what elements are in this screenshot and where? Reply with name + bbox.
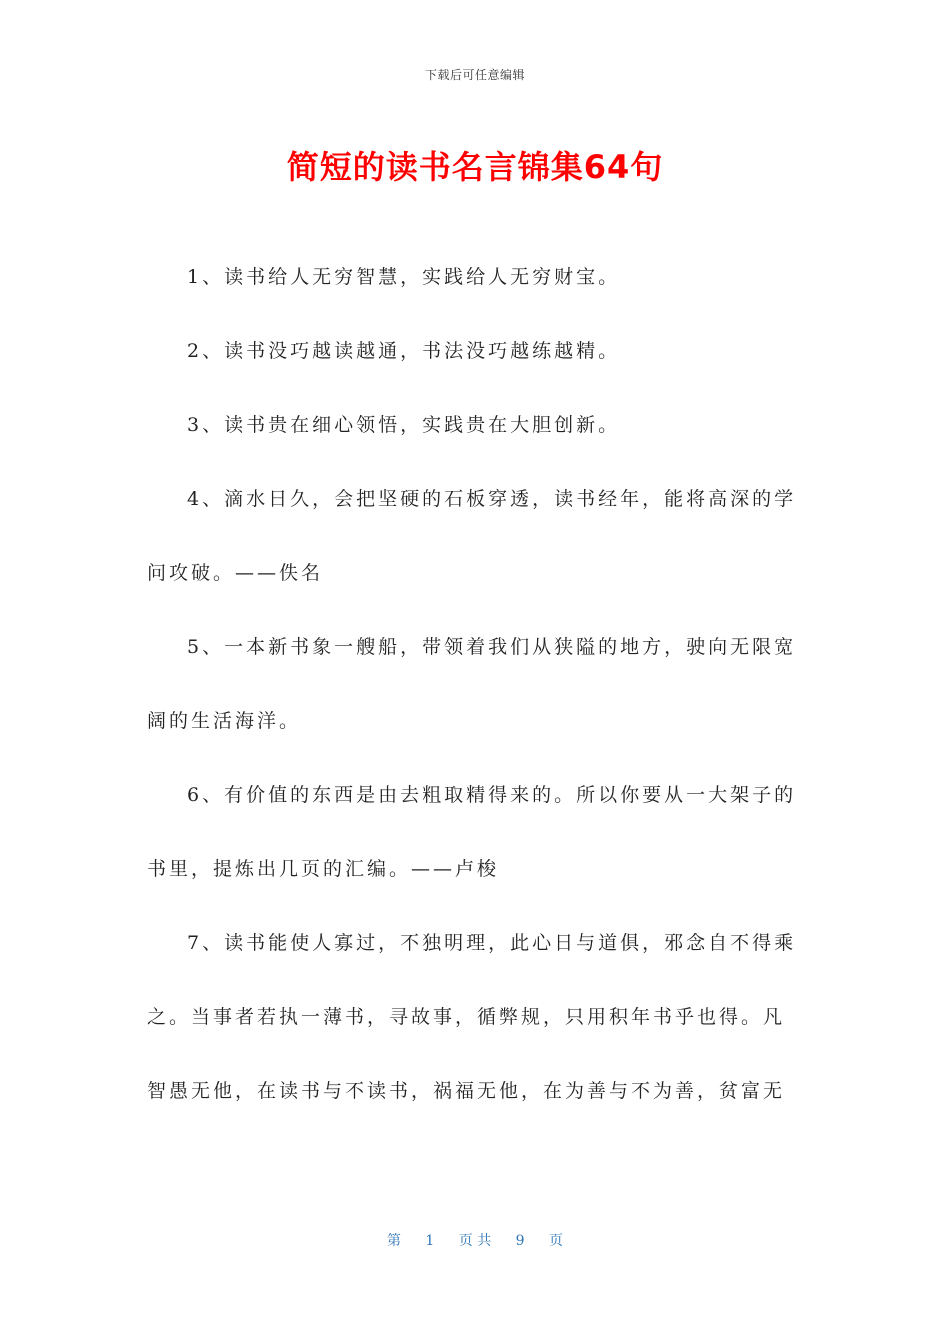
paragraph-line: 3、读书贵在细心领悟，实践贵在大胆创新。 — [187, 414, 621, 436]
paragraph-line: 1、读书给人无穷智慧，实践给人无穷财宝。 — [187, 266, 621, 288]
paragraph-line: 2、读书没巧越读越通，书法没巧越练越精。 — [187, 340, 621, 362]
header-note: 下载后可任意编辑 — [424, 68, 525, 82]
quote-paragraph — [147, 410, 807, 484]
paragraph-line: 智愚无他，在读书与不读书，祸福无他，在为善与不为善，贫富无 — [147, 1080, 786, 1102]
document-body — [147, 262, 807, 1150]
paragraph-line: 问攻破。——佚名 — [147, 562, 324, 584]
quote-paragraph — [147, 484, 807, 632]
footer-current-page: 1 — [425, 1233, 435, 1249]
footer-page-suffix: 页 — [549, 1233, 564, 1249]
quote-paragraph — [147, 780, 807, 928]
quote-paragraph — [147, 262, 807, 336]
paragraph-line: 之。当事者若执一薄书，寻故事，循弊规，只用积年书乎也得。凡 — [147, 1006, 786, 1028]
footer-page-prefix: 第 — [386, 1233, 401, 1249]
document-title: 简短的读书名言锦集64句 — [286, 148, 664, 186]
quote-paragraph — [147, 632, 807, 780]
quote-paragraph — [147, 336, 807, 410]
paragraph-line: 书里，提炼出几页的汇编。——卢梭 — [147, 858, 500, 880]
footer-total-pages: 9 — [515, 1233, 525, 1249]
paragraph-line: 6、有价值的东西是由去粗取精得来的。所以你要从一大架子的 — [187, 784, 797, 806]
quote-paragraph — [147, 928, 807, 1150]
paragraph-line: 7、读书能使人寡过，不独明理，此心日与道俱，邪念自不得乘 — [187, 932, 797, 954]
paragraph-line: 5、一本新书象一艘船，带领着我们从狭隘的地方，驶向无限宽 — [187, 636, 797, 658]
paragraph-line: 阔的生活海洋。 — [147, 710, 302, 732]
footer-page-mid: 页 共 — [458, 1233, 492, 1249]
paragraph-line: 4、滴水日久，会把坚硬的石板穿透，读书经年，能将高深的学 — [187, 488, 797, 510]
page-footer — [0, 1230, 950, 1250]
